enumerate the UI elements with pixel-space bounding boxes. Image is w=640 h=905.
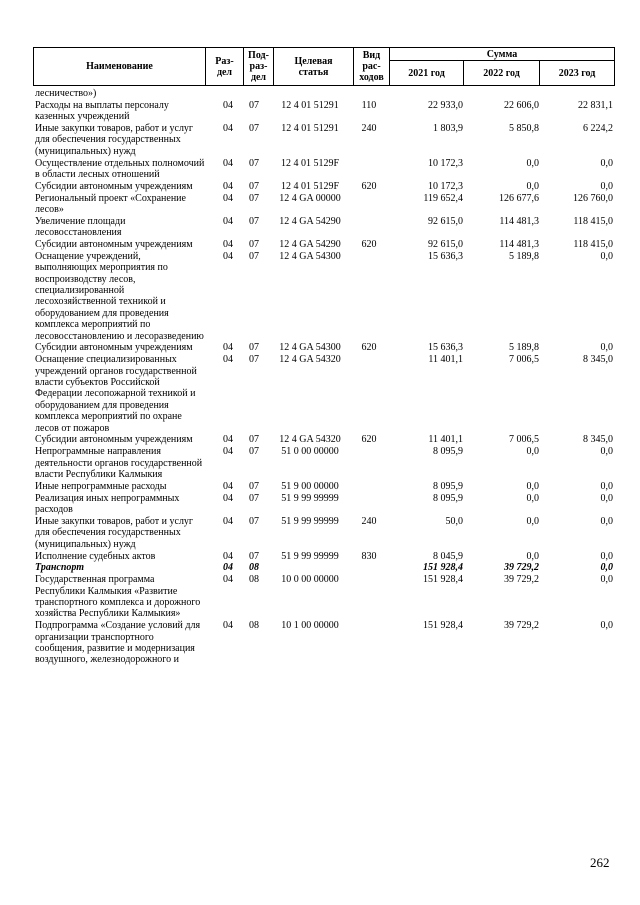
cell-name: Увеличение площади лесовосстановления: [35, 215, 126, 239]
cell-name: лесничество»): [35, 88, 97, 99]
cell-s2023: 6 224,2: [583, 123, 613, 134]
cell-podrazdel: 08: [249, 562, 259, 574]
cell-s2022: 5 850,8: [509, 123, 539, 134]
cell-s2022: 7 006,5: [509, 354, 539, 366]
cell-s2022: 114 481,3: [499, 215, 539, 227]
cell-podrazdel: 08: [249, 620, 259, 632]
cell-s2023: 0,0: [600, 574, 613, 586]
cell-razdel: 04: [223, 480, 233, 492]
cell-name: Субсидии автономным учреждениям: [35, 434, 193, 446]
cell-vid: 110: [361, 99, 377, 111]
cell-celevaya: 12 4 01 5129F: [280, 157, 340, 169]
cell-podrazdel: 08: [249, 574, 259, 586]
table-row: [33, 342, 614, 353]
cell-razdel: 04: [223, 215, 233, 227]
cell-s2023: 0,0: [600, 446, 613, 458]
cell-s2022: 126 677,6: [499, 192, 539, 204]
cell-celevaya: 51 9 99 99999: [281, 492, 339, 504]
cell-celevaya: 12 4 01 51291: [281, 99, 339, 111]
cell-name: Региональный проект «Сохранение лесов»: [35, 192, 186, 216]
col-header-2022: 2022 год: [464, 61, 540, 86]
cell-s2021: 22 933,0: [428, 99, 463, 111]
cell-s2021: 15 636,3: [428, 342, 463, 354]
cell-s2022: 39 729,2: [504, 574, 539, 586]
table-row: [33, 493, 614, 516]
cell-podrazdel: 07: [249, 99, 259, 111]
cell-name: Транспорт: [35, 562, 85, 574]
cell-razdel: 04: [223, 123, 233, 134]
cell-s2023: 8 345,0: [583, 434, 613, 446]
col-header-podrazdel: Под- раз- дел: [244, 48, 274, 86]
cell-s2022: 7 006,5: [509, 434, 539, 446]
cell-vid: 830: [361, 550, 377, 562]
col-header-vid: Вид рас- ходов: [354, 48, 390, 86]
budget-table-body: [33, 88, 614, 666]
cell-podrazdel: 07: [249, 492, 259, 504]
cell-celevaya: 51 9 99 99999: [281, 550, 339, 562]
cell-s2023: 22 831,1: [578, 99, 613, 111]
cell-podrazdel: 07: [249, 180, 259, 192]
cell-name: Исполнение судебных актов: [35, 550, 156, 562]
cell-s2021: 15 636,3: [428, 250, 463, 262]
cell-razdel: 04: [223, 574, 233, 586]
cell-celevaya: 12 4 GA 54290: [279, 215, 341, 227]
cell-s2021: 8 095,9: [433, 492, 463, 504]
cell-s2023: 118 415,0: [573, 239, 613, 251]
table-row: [33, 251, 614, 342]
cell-razdel: 04: [223, 250, 233, 262]
table-row: [33, 100, 614, 123]
cell-name: Непрограммные направления деятельности органов государственной власти Республики Калмыкия: [35, 446, 203, 481]
page-number: 262: [590, 855, 610, 870]
cell-razdel: 04: [223, 492, 233, 504]
cell-razdel: 04: [223, 192, 233, 204]
cell-name: Оснащение учреждений, выполняющих мероприятия по воспроизводству лесов, специализированной лесохозяйственной техникой и оборудованием для проведения комплекса мероприятий по лесовосстановлению и лесоразведению: [35, 250, 204, 342]
cell-celevaya: 12 4 GA 54320: [279, 434, 341, 446]
cell-s2023: 0,0: [600, 250, 613, 262]
cell-name: Реализация иных непрограммных расходов: [35, 492, 180, 516]
cell-celevaya: 12 4 GA 54320: [279, 354, 341, 366]
cell-s2022: 0,0: [526, 180, 539, 192]
cell-s2021: 10 172,3: [428, 180, 463, 192]
table-row: [33, 354, 614, 434]
col-header-name: Наименование: [34, 48, 206, 86]
cell-s2023: 8 345,0: [583, 354, 613, 366]
cell-s2023: 126 760,0: [573, 192, 613, 204]
col-header-razdel: Раз- дел: [206, 48, 244, 86]
cell-s2021: 151 928,4: [423, 562, 463, 574]
cell-s2021: 92 615,0: [428, 215, 463, 227]
cell-podrazdel: 07: [249, 192, 259, 204]
cell-s2023: 0,0: [600, 342, 613, 354]
table-row: [33, 193, 614, 216]
cell-s2022: 114 481,3: [499, 239, 539, 251]
cell-vid: 240: [361, 123, 377, 134]
cell-celevaya: 12 4 01 5129F: [280, 180, 340, 192]
cell-s2021: 50,0: [445, 515, 463, 527]
cell-podrazdel: 07: [249, 446, 259, 458]
cell-s2021: 10 172,3: [428, 157, 463, 169]
cell-podrazdel: 07: [249, 250, 259, 262]
cell-s2023: 0,0: [600, 157, 613, 169]
table-row: [33, 574, 614, 620]
table-row: [33, 123, 614, 157]
cell-razdel: 04: [223, 239, 233, 251]
cell-razdel: 04: [223, 99, 233, 111]
cell-s2022: 39 729,2: [504, 620, 539, 632]
col-header-2021: 2021 год: [390, 61, 464, 86]
cell-s2023: 0,0: [600, 515, 613, 527]
cell-podrazdel: 07: [249, 157, 259, 169]
cell-podrazdel: 07: [249, 239, 259, 251]
cell-s2023: 0,0: [600, 180, 613, 192]
cell-celevaya: 12 4 GA 54300: [279, 250, 341, 262]
cell-name: Расходы на выплаты персоналу казенных учреждений: [35, 99, 169, 123]
cell-vid: 620: [361, 239, 377, 251]
cell-razdel: 04: [223, 446, 233, 458]
col-header-celevaya: Целевая статья: [274, 48, 354, 86]
table-row: [33, 181, 614, 192]
col-header-summa: Сумма: [390, 48, 615, 61]
cell-s2022: 0,0: [526, 157, 539, 169]
cell-s2023: 0,0: [600, 620, 613, 632]
cell-s2022: 0,0: [526, 480, 539, 492]
table-row: [33, 562, 614, 573]
cell-razdel: 04: [223, 562, 233, 574]
cell-s2021: 8 095,9: [433, 446, 463, 458]
cell-podrazdel: 07: [249, 342, 259, 354]
cell-podrazdel: 07: [249, 215, 259, 227]
cell-s2022: 22 606,0: [504, 99, 539, 111]
cell-vid: 240: [361, 515, 377, 527]
cell-celevaya: 12 4 GA 54290: [279, 239, 341, 251]
cell-podrazdel: 07: [249, 515, 259, 527]
cell-podrazdel: 07: [249, 354, 259, 366]
cell-name: Иные закупки товаров, работ и услуг для обеспечения государственных (муниципальных) нужд: [35, 515, 194, 550]
cell-razdel: 04: [223, 620, 233, 632]
cell-razdel: 04: [223, 434, 233, 446]
cell-s2023: 0,0: [600, 562, 613, 574]
col-header-2023: 2023 год: [540, 61, 615, 86]
cell-s2022: 5 189,8: [509, 250, 539, 262]
cell-vid: 620: [361, 342, 377, 354]
cell-name: Иные закупки товаров, работ и услуг для обеспечения государственных (муниципальных) нужд: [35, 123, 194, 157]
cell-celevaya: 10 1 00 00000: [281, 620, 339, 632]
cell-s2023: 118 415,0: [573, 215, 613, 227]
cell-podrazdel: 07: [249, 480, 259, 492]
table-row: [33, 620, 614, 666]
cell-name: Государственная программа Республики Калмыкия «Развитие транспортного комплекса и дорожного хозяйства Республики Калмыкия»: [35, 574, 201, 620]
cell-name: Оснащение специализированных учреждений органов государственной власти субъектов Российской Федерации лесопожарной техникой и оборудованием для проведения комплекса мероприятий по охране лесов от пожаров: [35, 354, 197, 434]
cell-name: Подпрограмма «Создание условий для организации транспортного сообщения, развитие и модернизация воздушного, железнодорожного и: [35, 620, 201, 666]
cell-name: Субсидии автономным учреждениям: [35, 342, 193, 354]
cell-s2021: 8 045,9: [433, 550, 463, 562]
table-row: [33, 434, 614, 445]
cell-s2021: 11 401,1: [428, 434, 463, 446]
table-row: [33, 516, 614, 550]
cell-s2022: 0,0: [526, 550, 539, 562]
cell-s2023: 0,0: [600, 480, 613, 492]
table-row: [33, 481, 614, 492]
cell-name: Субсидии автономным учреждениям: [35, 239, 193, 251]
cell-s2021: 11 401,1: [428, 354, 463, 366]
cell-podrazdel: 07: [249, 123, 259, 134]
cell-vid: 620: [361, 434, 377, 446]
cell-s2023: 0,0: [600, 550, 613, 562]
cell-s2022: 5 189,8: [509, 342, 539, 354]
table-row: [33, 446, 614, 480]
table-row: [33, 216, 614, 239]
cell-podrazdel: 07: [249, 550, 259, 562]
cell-s2021: 119 652,4: [423, 192, 463, 204]
cell-razdel: 04: [223, 354, 233, 366]
budget-table-header: [33, 47, 615, 86]
cell-razdel: 04: [223, 180, 233, 192]
cell-s2022: 39 729,2: [504, 562, 539, 574]
cell-name: Осуществление отдельных полномочий в области лесных отношений: [35, 157, 205, 181]
cell-s2022: 0,0: [526, 492, 539, 504]
cell-s2022: 0,0: [526, 446, 539, 458]
cell-s2023: 0,0: [600, 492, 613, 504]
cell-celevaya: 12 4 01 51291: [281, 123, 339, 134]
cell-razdel: 04: [223, 157, 233, 169]
cell-celevaya: 51 9 99 99999: [281, 515, 339, 527]
cell-s2021: 8 095,9: [433, 480, 463, 492]
cell-celevaya: 51 0 00 00000: [281, 446, 339, 458]
cell-podrazdel: 07: [249, 434, 259, 446]
cell-razdel: 04: [223, 550, 233, 562]
cell-s2021: 151 928,4: [423, 574, 463, 586]
table-row: [33, 88, 614, 99]
cell-s2021: 1 803,9: [433, 123, 463, 134]
cell-razdel: 04: [223, 515, 233, 527]
cell-s2022: 0,0: [526, 515, 539, 527]
cell-celevaya: 10 0 00 00000: [281, 574, 339, 586]
cell-s2021: 151 928,4: [423, 620, 463, 632]
cell-name: Иные непрограммные расходы: [35, 480, 167, 492]
cell-s2021: 92 615,0: [428, 239, 463, 251]
cell-vid: 620: [361, 180, 377, 192]
table-row: [33, 239, 614, 250]
cell-razdel: 04: [223, 342, 233, 354]
cell-celevaya: 12 4 GA 54300: [279, 342, 341, 354]
table-row: [33, 551, 614, 562]
table-row: [33, 158, 614, 181]
cell-celevaya: 51 9 00 00000: [281, 480, 339, 492]
cell-celevaya: 12 4 GA 00000: [279, 192, 341, 204]
cell-name: Субсидии автономным учреждениям: [35, 180, 193, 192]
